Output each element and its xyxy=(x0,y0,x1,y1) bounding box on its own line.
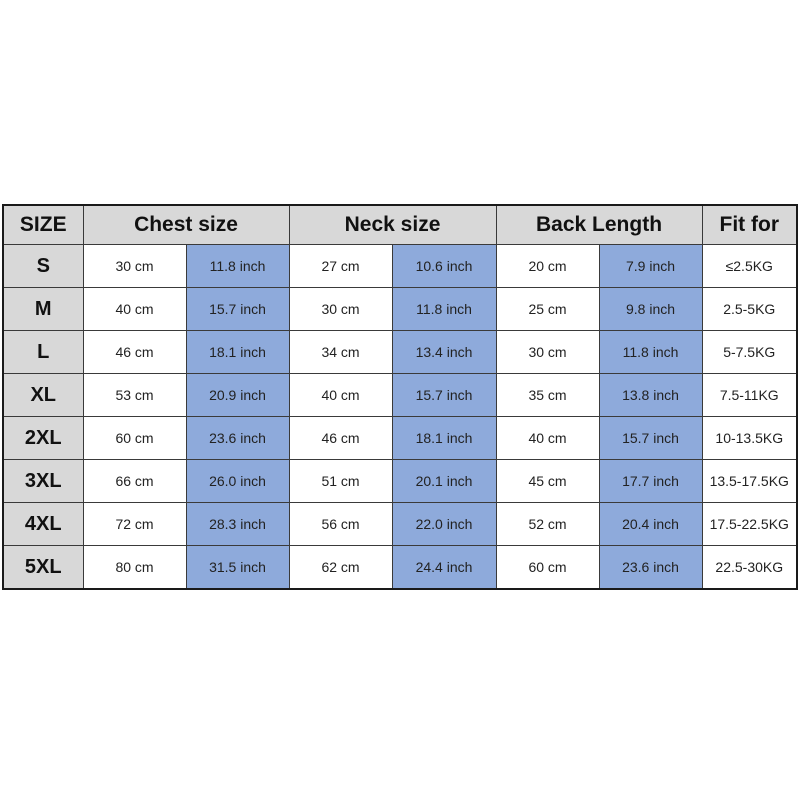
chest-cm-cell: 66 cm xyxy=(83,460,186,503)
chest-cm-cell: 72 cm xyxy=(83,503,186,546)
table-row xyxy=(3,503,797,546)
fit-weight-cell: 5-7.5KG xyxy=(702,331,797,374)
neck-inch-cell: 10.6 inch xyxy=(392,245,496,288)
chest-cm-cell: 40 cm xyxy=(83,288,186,331)
chest-inch-cell: 11.8 inch xyxy=(186,245,289,288)
back-cm-cell: 60 cm xyxy=(496,546,599,590)
neck-size-header: Neck size xyxy=(289,205,496,245)
table-row xyxy=(3,331,797,374)
chest-inch-cell: 20.9 inch xyxy=(186,374,289,417)
table-row xyxy=(3,374,797,417)
size-label: S xyxy=(3,245,83,288)
chest-cm-cell: 46 cm xyxy=(83,331,186,374)
fit-weight-cell: 22.5-30KG xyxy=(702,546,797,590)
back-inch-cell: 9.8 inch xyxy=(599,288,702,331)
size-label: L xyxy=(3,331,83,374)
header-row xyxy=(3,205,797,245)
chest-cm-cell: 30 cm xyxy=(83,245,186,288)
neck-inch-cell: 24.4 inch xyxy=(392,546,496,590)
chest-cm-cell: 53 cm xyxy=(83,374,186,417)
neck-cm-cell: 40 cm xyxy=(289,374,392,417)
size-label: XL xyxy=(3,374,83,417)
neck-inch-cell: 13.4 inch xyxy=(392,331,496,374)
size-label: 4XL xyxy=(3,503,83,546)
neck-inch-cell: 18.1 inch xyxy=(392,417,496,460)
chest-cm-cell: 80 cm xyxy=(83,546,186,590)
back-inch-cell: 15.7 inch xyxy=(599,417,702,460)
table-row xyxy=(3,288,797,331)
chest-inch-cell: 26.0 inch xyxy=(186,460,289,503)
back-cm-cell: 40 cm xyxy=(496,417,599,460)
back-inch-cell: 11.8 inch xyxy=(599,331,702,374)
back-length-header: Back Length xyxy=(496,205,702,245)
back-cm-cell: 45 cm xyxy=(496,460,599,503)
neck-cm-cell: 46 cm xyxy=(289,417,392,460)
back-cm-cell: 30 cm xyxy=(496,331,599,374)
neck-inch-cell: 15.7 inch xyxy=(392,374,496,417)
size-header: SIZE xyxy=(3,205,83,245)
chest-inch-cell: 31.5 inch xyxy=(186,546,289,590)
back-cm-cell: 20 cm xyxy=(496,245,599,288)
back-cm-cell: 52 cm xyxy=(496,503,599,546)
back-inch-cell: 23.6 inch xyxy=(599,546,702,590)
chest-cm-cell: 60 cm xyxy=(83,417,186,460)
fit-weight-cell: 17.5-22.5KG xyxy=(702,503,797,546)
size-label: 2XL xyxy=(3,417,83,460)
neck-cm-cell: 51 cm xyxy=(289,460,392,503)
back-cm-cell: 35 cm xyxy=(496,374,599,417)
fit-weight-cell: 10-13.5KG xyxy=(702,417,797,460)
back-inch-cell: 13.8 inch xyxy=(599,374,702,417)
table-row xyxy=(3,417,797,460)
back-inch-cell: 7.9 inch xyxy=(599,245,702,288)
fit-weight-cell: ≤2.5KG xyxy=(702,245,797,288)
chest-inch-cell: 23.6 inch xyxy=(186,417,289,460)
neck-inch-cell: 20.1 inch xyxy=(392,460,496,503)
fit-weight-cell: 7.5-11KG xyxy=(702,374,797,417)
neck-cm-cell: 62 cm xyxy=(289,546,392,590)
size-label: M xyxy=(3,288,83,331)
table-row xyxy=(3,460,797,503)
table-row xyxy=(3,245,797,288)
neck-cm-cell: 27 cm xyxy=(289,245,392,288)
table-row xyxy=(3,546,797,590)
chest-inch-cell: 18.1 inch xyxy=(186,331,289,374)
neck-inch-cell: 11.8 inch xyxy=(392,288,496,331)
neck-cm-cell: 56 cm xyxy=(289,503,392,546)
fit-weight-cell: 2.5-5KG xyxy=(702,288,797,331)
fit-for-header: Fit for xyxy=(702,205,797,245)
back-inch-cell: 17.7 inch xyxy=(599,460,702,503)
size-label: 3XL xyxy=(3,460,83,503)
back-cm-cell: 25 cm xyxy=(496,288,599,331)
size-chart-table xyxy=(2,204,798,590)
back-inch-cell: 20.4 inch xyxy=(599,503,702,546)
neck-cm-cell: 30 cm xyxy=(289,288,392,331)
chest-inch-cell: 28.3 inch xyxy=(186,503,289,546)
chest-inch-cell: 15.7 inch xyxy=(186,288,289,331)
chest-size-header: Chest size xyxy=(83,205,289,245)
neck-inch-cell: 22.0 inch xyxy=(392,503,496,546)
fit-weight-cell: 13.5-17.5KG xyxy=(702,460,797,503)
neck-cm-cell: 34 cm xyxy=(289,331,392,374)
size-label: 5XL xyxy=(3,546,83,590)
